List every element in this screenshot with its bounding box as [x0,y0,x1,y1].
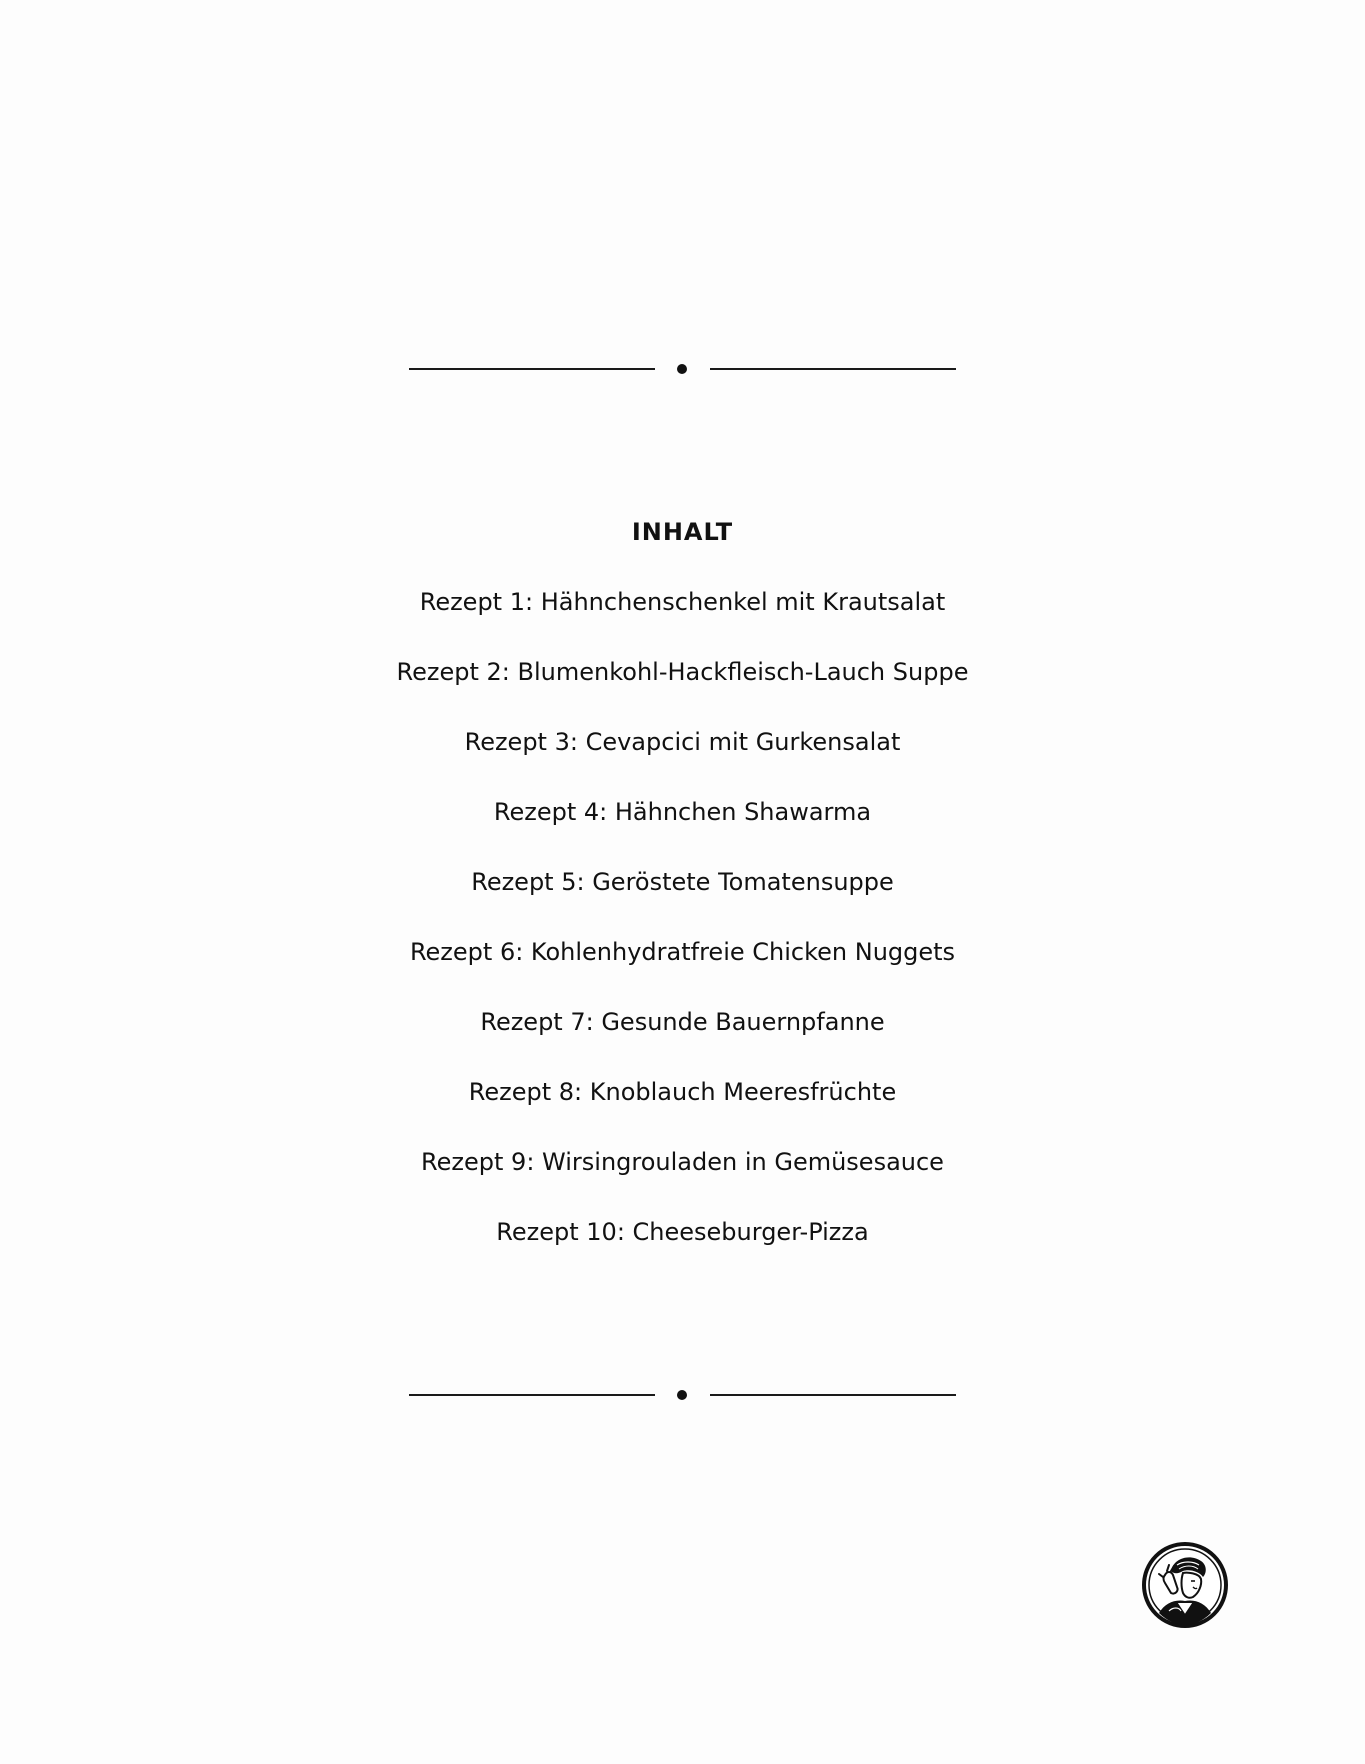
toc-list [0,584,1365,1284]
chef-portrait-logo-icon [1141,1541,1229,1629]
toc-entry: Rezept 4: Hähnchen Shawarma [493,798,872,826]
toc-entry: Rezept 9: Wirsingrouladen in Gemüsesauce [421,1148,944,1176]
toc-entry: Rezept 5: Geröstete Tomatensuppe [471,868,894,896]
top-ornamental-divider [409,363,956,375]
divider-dot [677,364,687,374]
divider-line-left [409,1394,655,1396]
toc-entry: Rezept 6: Kohlenhydratfreie Chicken Nuggets [409,938,956,966]
divider-line-left [409,368,655,370]
divider-line-right [710,368,956,370]
toc-entry: Rezept 7: Gesunde Bauernpfanne [480,1008,885,1036]
toc-entry: Rezept 10: Cheeseburger-Pizza [496,1218,869,1246]
bottom-ornamental-divider [409,1389,956,1401]
divider-dot [677,1390,687,1400]
toc-title: INHALT [631,518,734,546]
divider-line-right [710,1394,956,1396]
toc-entry: Rezept 8: Knoblauch Meeresfrüchte [468,1078,897,1106]
toc-entry: Rezept 1: Hähnchenschenkel mit Krautsalat [419,588,946,616]
toc-entry: Rezept 3: Cevapcici mit Gurkensalat [464,728,901,756]
toc-entry: Rezept 2: Blumenkohl-Hackfleisch-Lauch Suppe [396,658,969,686]
